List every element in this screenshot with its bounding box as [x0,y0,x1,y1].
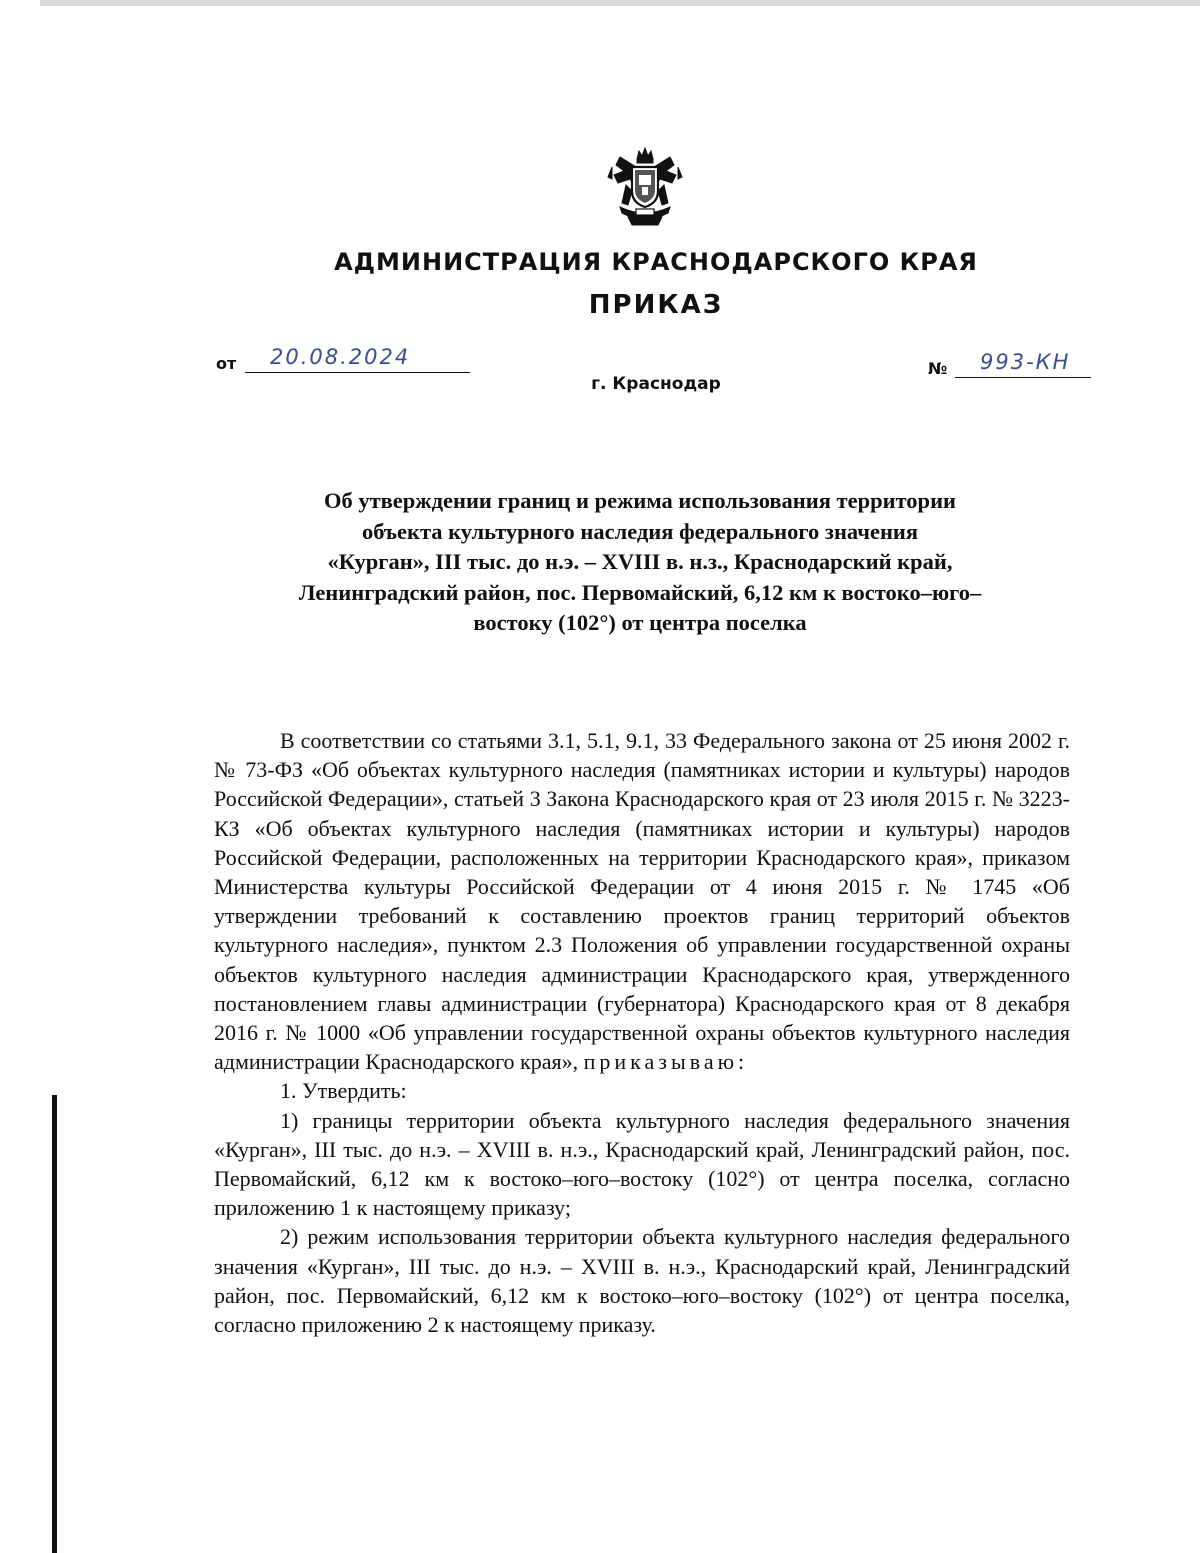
title-line: Ленинградский район, пос. Первомайский, 6,12 км к востоко–юго– [298,579,982,605]
title-line: «Курган», III тыс. до н.э. – XVIII в. н.з., Краснодарский край, [327,549,953,574]
number-underline [955,377,1091,378]
number-handwritten: 993-КН [980,350,1071,374]
preamble-text: В соответствии со статьями 3.1, 5.1, 9.1, 33 Федерального закона от 25 июня 2002 г. № 73-ФЗ «Об объектах культурного наследия (памятниках истории и культуры) народов Российской Федерации», статьей 3 Закона Краснодарского края от 23 июля 2015 г. № 3223-КЗ «Об объектах культурного наследия (памятниках истории и культуры) народов Российской Федерации, расположенных на территории Краснодарского края», приказом Министерства культуры Российской Федерации от 4 июня 2015 г. № 1745 «Об утверждении требований к составлению проектов границ территорий объектов культурного наследия», пунктом 2.3 Положения об управлении государственной охраны объектов культурного наследия администрации Краснодарского края, утвержденного постановлением главы администрации (губернатора) Краснодарского края от 8 декабря 2016 г. № 1000 «Об управлении государственной охраны объектов культурного наследия администрации Краснодарского края», [214,728,1070,1075]
scan-top-edge [40,0,1200,6]
order-title [200,486,1080,639]
title-line: объекта культурного наследия федерального значения [361,518,919,544]
coat-of-arms-icon [606,145,684,227]
scan-left-edge [52,1095,57,1553]
date-underline [245,372,470,373]
document-type-heading: ПРИКАЗ [588,290,724,320]
number-label: № [928,359,948,378]
item-1-2: 2) режим использования территории объекта культурного наследия федерального значения «Курган», III тыс. до н.э. – XVIII в. н.э., Краснодарский край, Ленинградский район, пос. Первомайский, 6,12 км к востоко–юго–востоку (102°) от центра поселка, согласно приложению 2 к настоящему приказу. [214,1224,1070,1338]
organization-heading: АДМИНИСТРАЦИЯ КРАСНОДАРСКОГО КРАЯ [334,248,978,276]
item-1: 1. Утвердить: [280,1078,407,1104]
city-label: г. Краснодар [591,374,721,394]
order-body [214,726,1070,1339]
date-label: от [216,354,237,373]
title-line: Об утверждении границ и режима использования территории [323,488,957,513]
order-word: приказываю: [583,1049,749,1075]
item-1-1: 1) границы территории объекта культурного наследия федерального значения «Курган», III тыс. до н.э. – XVIII в. н.э., Краснодарский край, Ленинградский район, пос. Первомайский, 6,12 км к востоко–юго–востоку (102°) от центра поселка, согласно приложению 1 к настоящему приказу; [214,1107,1070,1221]
title-line: востоку (102°) от центра поселка [473,610,807,635]
date-handwritten: 20.08.2024 [270,345,411,369]
preamble-paragraph [214,726,1070,1076]
